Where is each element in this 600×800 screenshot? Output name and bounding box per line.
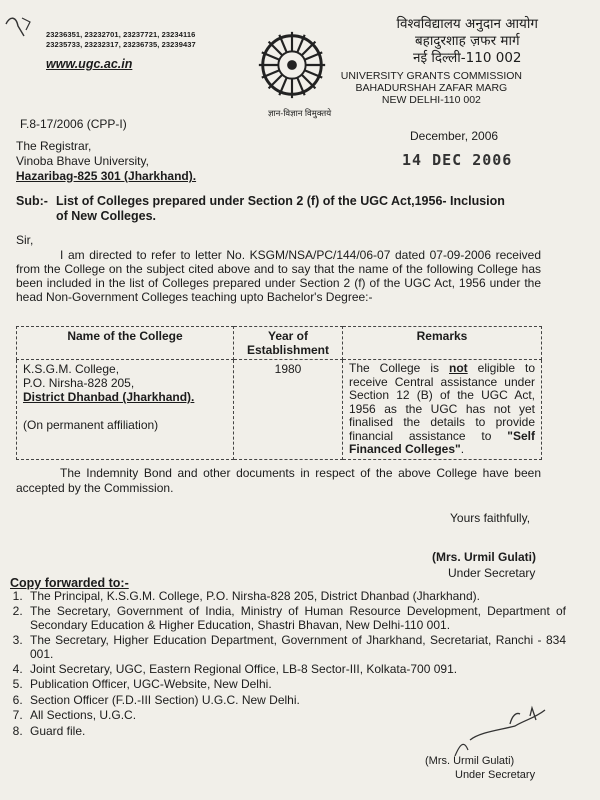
remarks-end: . [460,442,465,456]
list-item: 3. The Secretary, Higher Education Department, Government of Jharkhand, Secretariat, Ranchi - 834 001. [26,634,566,661]
remarks-not: not [449,361,468,375]
body-text: I am directed to refer to letter No. KSGM/NSA/PC/144/06-07 dated 07-09-2006 received from the College on the subject cited above and to say that the name of the following College has been included in the list of Colleges prepared under Section 2 (f) of the UGC Act, 1956 under the head Non-Government Colleges teaching upto Bachelor's Degree:- [16,248,541,304]
phones-line-2: 23235733, 23232317, 23236735, 23239437 [46,40,196,49]
list-item: 4. Joint Secretary, UGC, Eastern Regional Office, LB-8 Sector-III, Kolkata-700 091. [26,663,566,676]
closing: Yours faithfully, [450,511,531,525]
handwritten-tick-mark [2,10,40,42]
emblem-motto: ज्ञान-विज्ञान विमुक्तये [268,108,332,118]
table-row [17,360,542,460]
body-paragraph [16,248,541,304]
list-item: 7. All Sections, U.G.C. [26,709,566,722]
ugc-emblem-icon [253,26,331,104]
ugc-english-address [341,70,522,106]
salutation: Sir, [16,233,34,247]
eng-line-2: BAHADURSHAH ZAFAR MARG [355,82,508,94]
header-remarks: Remarks [343,327,542,360]
signatory-name: (Mrs. Urmil Gulati) [432,550,537,564]
copy-signatory-designation: Under Secretary [455,769,536,781]
recipient-address [16,139,196,184]
list-item: 8. Guard file. [26,725,566,738]
subject-text-2: of New Colleges. [56,209,157,223]
handwritten-signature [440,690,560,760]
college-po: P.O. Nirsha-828 205, [23,376,135,390]
recipient-line-3: Hazaribag-825 301 (Jharkhand). [16,169,197,183]
list-item: 2. The Secretary, Government of India, Ministry of Human Resource Development, Department of Secondary Education & Higher Education, Shastri Bhavan, New Delhi-110 001. [26,605,566,632]
college-name: K.S.G.M. College, [23,362,120,376]
year-cell: 1980 [234,360,343,460]
header-year: Year of Establishment [234,327,343,360]
indemnity-paragraph [16,466,541,496]
list-item: 5. Publication Officer, UGC-Website, New Delhi. [26,678,566,691]
college-cell [17,360,234,460]
list-item: 1. The Principal, K.S.G.M. College, P.O. Nirsha-828 205, District Dhanbad (Jharkhand). [26,590,566,603]
ugc-hindi-address [396,16,538,67]
college-table [16,326,542,460]
copy-forwarded-heading: Copy forwarded to:- [10,576,129,590]
letter-date: December, 2006 [410,129,499,143]
recipient-line-2: Vinoba Bhave University, [16,154,149,168]
subject-label: Sub:- [16,194,48,208]
copy-signatory-name: (Mrs. Urmil Gulati) [425,755,515,767]
remarks-text-1: The College is [349,361,449,375]
hindi-line-1: विश्वविद्यालय अनुदान आयोग [396,16,538,32]
file-number: F.8-17/2006 (CPP-I) [20,117,127,131]
header-college-name: Name of the College [17,327,234,360]
phone-numbers [46,30,196,50]
indemnity-text: The Indemnity Bond and other documents in respect of the above College have been accepted by the Commission. [16,466,541,495]
subject-line [16,194,556,224]
list-item: 6. Section Officer (F.D.-III Section) U.G.C. New Delhi. [26,694,566,707]
remarks-text-2: eligible to receive Central assistance under Section 12 (B) of the UGC Act, 1956 as the UGC has not yet finalised the details to provide financial assistance to [349,361,535,443]
table-header-row [17,327,542,360]
phones-line-1: 23236351, 23232701, 23237721, 23234116 [46,30,196,39]
date-stamp: 14 DEC 2006 [402,151,513,169]
college-district: District Dhanbad (Jharkhand). [23,390,195,404]
signatory-designation: Under Secretary [448,566,536,580]
remarks-self-financed: "Self Financed Colleges" [349,428,535,456]
college-affiliation: (On permanent affiliation) [23,418,159,432]
eng-line-1: UNIVERSITY GRANTS COMMISSION [340,70,522,82]
eng-line-3: NEW DELHI-110 002 [381,94,481,106]
subject-text-1: List of Colleges prepared under Section 2 (f) of the UGC Act,1956- Inclusion [56,194,505,208]
recipient-line-1: The Registrar, [16,139,92,153]
remarks-cell [343,360,542,460]
hindi-line-3: नई दिल्ली-110 002 [412,50,522,66]
hindi-line-2: बहादुरशाह ज़फर मार्ग [414,33,520,49]
website-link[interactable]: www.ugc.ac.in [46,57,133,71]
